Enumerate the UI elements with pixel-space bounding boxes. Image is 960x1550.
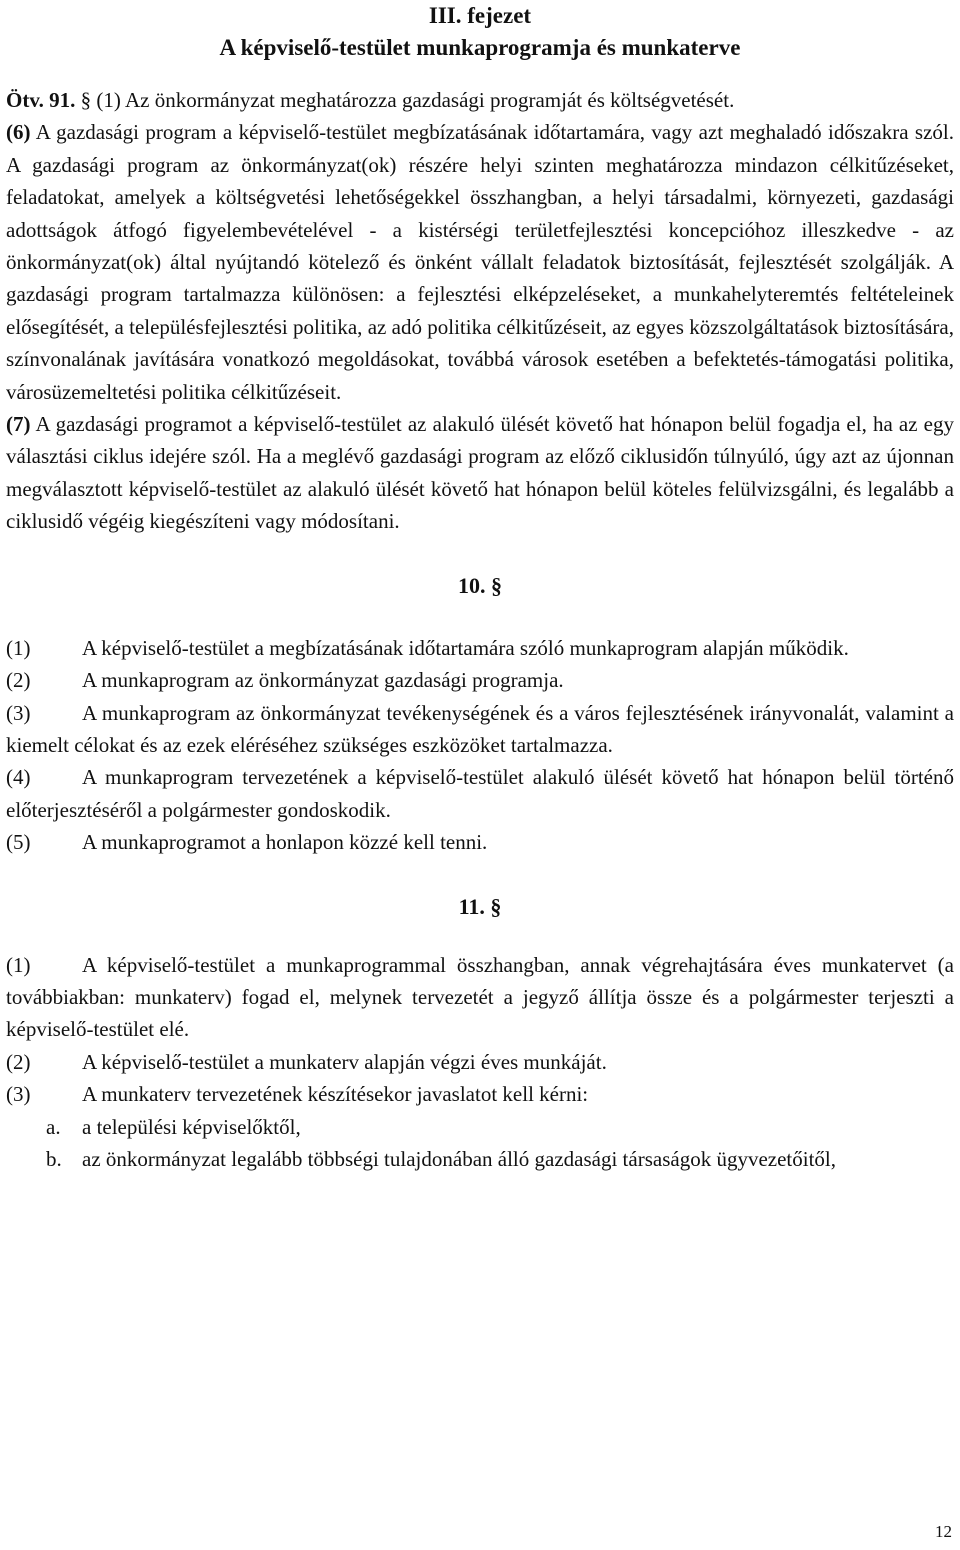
list-item	[6, 1046, 954, 1078]
item-number: (1)	[6, 952, 31, 977]
item-text: A képviselő-testület a munkaterv alapján végzi éves munkáját.	[82, 1049, 607, 1074]
item-text: A képviselő-testület a megbízatásának időtartamára szóló munkaprogram alapján működik.	[82, 635, 849, 660]
quote-text-3: A gazdasági programot a képviselő-testület az alakuló ülését követő hat hónapon belül fogadja el, ha az egy választási ciklus idejére szól. Ha a meglévő gazdasági program az előző ciklusidőn túlnyúló, úgy azt az újonnan megválasztott képviselő-testület az alakuló ülését követő hat hónapon belül köteles felülvizsgálni, és legalább a ciklusidő végéig kiegészíteni vagy módosítani.	[6, 412, 954, 534]
quote-reference: Ötv. 91.	[6, 88, 76, 112]
quote-paragraph-2	[6, 116, 954, 408]
list-item	[6, 826, 954, 858]
sub-item-letter: a.	[46, 1114, 61, 1139]
sub-item-text: az önkormányzat legalább többségi tulajdonában álló gazdasági társaságok ügyvezetőitől,	[82, 1146, 836, 1171]
item-text: A képviselő-testület a munkaprogrammal összhangban, annak végrehajtására éves munkatervet (a továbbiakban: munkaterv) fogad el, melynek tervezetét a jegyző állítja össze és a polgármester terjeszti a képviselő-testület elé.	[6, 952, 954, 1042]
sub-item-letter: b.	[46, 1146, 62, 1171]
item-number: (2)	[6, 1049, 31, 1074]
chapter-heading: III. fejezet	[428, 3, 532, 28]
item-number: (5)	[6, 830, 31, 855]
document-page	[6, 0, 954, 1175]
section-heading-10: 10. §	[458, 572, 502, 598]
list-item	[6, 949, 954, 1046]
list-item	[6, 697, 954, 762]
chapter-title: A képviselő-testület munkaprogramja és munkaterve	[219, 35, 741, 60]
item-number: (3)	[6, 700, 31, 725]
item-number: (3)	[6, 1082, 31, 1107]
quote-paragraph-3	[6, 408, 954, 538]
item-number: (1)	[6, 635, 31, 660]
quote-text-1: § (1) Az önkormányzat meghatározza gazdasági programját és költségvetését.	[75, 88, 735, 112]
list-item	[6, 632, 954, 664]
list-item	[6, 761, 954, 826]
sub-list-item	[6, 1143, 954, 1175]
section-heading-11: 11. §	[458, 893, 502, 919]
item-text: A munkaprogramot a honlapon közzé kell tenni.	[82, 830, 488, 855]
item-text: A munkaprogram az önkormányzat tevékenységének és a város fejlesztésének irányvonalát, valamint a kiemelt célokat és az ezek eléréséhez szükséges eszközöket tartalmazza.	[6, 700, 954, 757]
page-number: 12	[935, 1522, 952, 1541]
sub-list-item	[6, 1111, 954, 1143]
item-text: A munkaterv tervezetének készítésekor javaslatot kell kérni:	[82, 1082, 589, 1107]
quote-paragraph-1	[6, 84, 954, 116]
item-text: A munkaprogram tervezetének a képviselő-testület alakuló ülését követő hat hónapon belül történő előterjesztéséről a polgármester gondoskodik.	[6, 765, 954, 822]
item-text: A munkaprogram az önkormányzat gazdasági programja.	[82, 668, 564, 693]
sub-item-text: a települési képviselőktől,	[82, 1114, 301, 1139]
list-item	[6, 1078, 954, 1110]
paragraph-number: (6)	[6, 120, 31, 145]
item-number: (2)	[6, 668, 31, 693]
item-number: (4)	[6, 765, 31, 790]
quote-text-2: A gazdasági program a képviselő-testület megbízatásának időtartamára, vagy azt meghaladó időszakra szól. A gazdasági program az önkormányzat(ok) részére helyi szinten meghatározza mindazon célkitűzéseket, feladatokat, amelyek a költségvetési lehetőségekkel összhangban, a helyi társadalmi, környezeti, gazdasági adottságok átfogó figyelembevételével - a kistérségi területfejlesztési koncepcióhoz illeszkedve - az önkormányzat(ok) által nyújtandó kötelező és önként vállalt feladatok biztosítását, fejlesztését szolgálják. A gazdasági program tartalmazza különösen: a fejlesztési elképzeléseket, a munkahelyteremtés feltételeinek elősegítését, a településfejlesztési politika, az adó politika célkitűzéseit, az egyes közszolgáltatások biztosítására, színvonalának javítására vonatkozó megoldásokat, továbbá városok esetében a befektetés-támogatási politika, városüzemeltetési politika célkitűzéseit.	[6, 120, 954, 404]
list-item	[6, 664, 954, 696]
paragraph-number: (7)	[6, 412, 31, 437]
